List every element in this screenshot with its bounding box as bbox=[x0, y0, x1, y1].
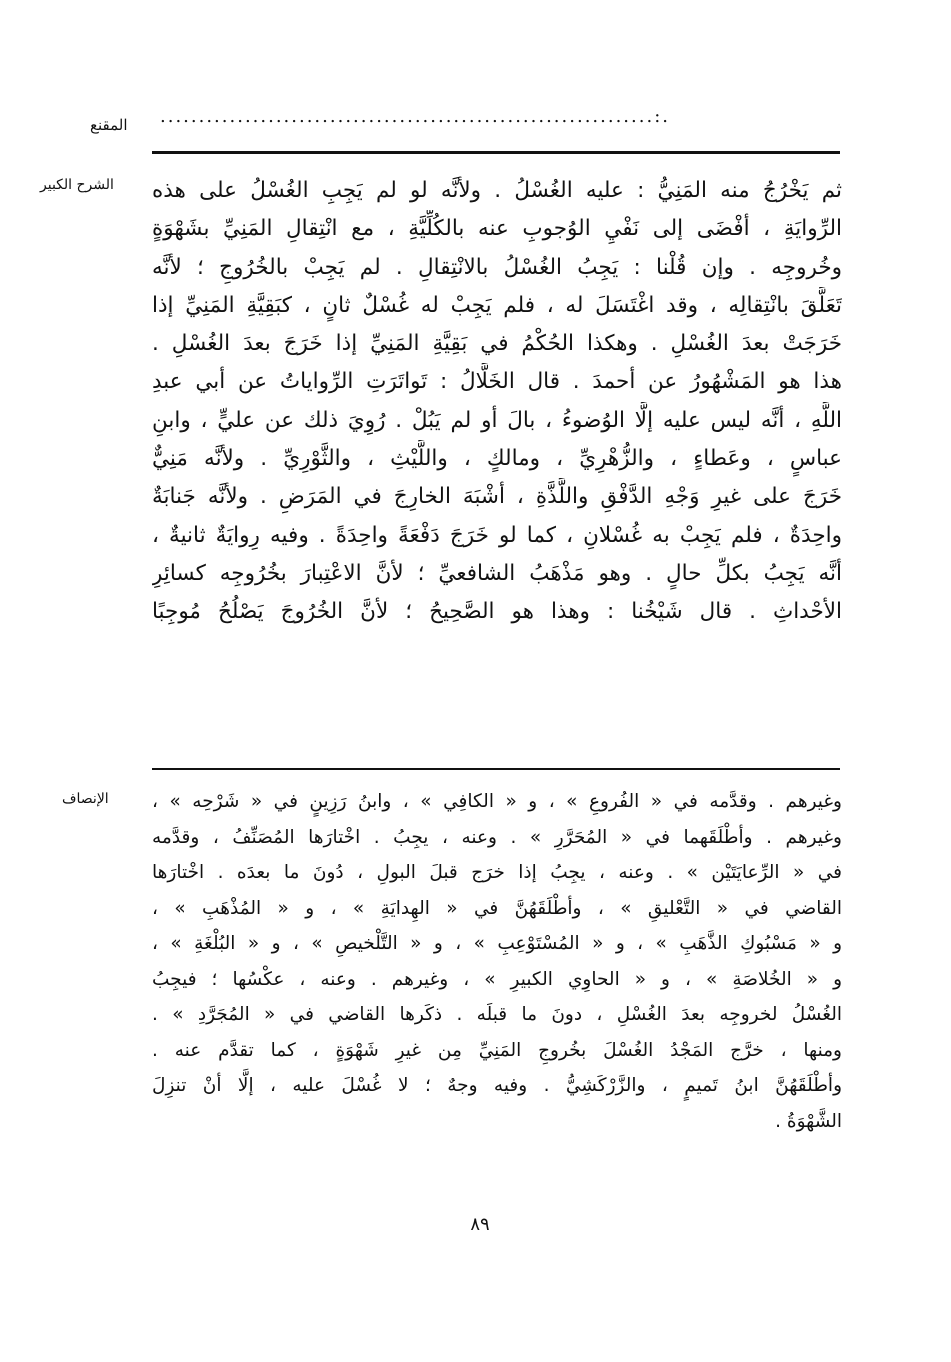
text-line: اللَّهِ ، أنَّه ليس عليه إلَّا الوُضوءُ ، بالَ أو لم يَبُلْ . رُوِيَ ذلك عن عليٍّ ، وابنِ bbox=[152, 407, 842, 433]
text-line: عباسٍ ، وعَطاءٍ ، والزُّهْرِيِّ ، ومالكٍ ، واللَّيْثِ ، والثَّوْرِيِّ . ولأنَّه مَنِيٌّ bbox=[152, 446, 842, 472]
insaf-text-block bbox=[152, 784, 842, 1139]
text-line: القاضي في « التَّعْليقِ » ، وأطْلَقَهُنَّ في « الهِدايَةِ » ، و « المُذْهَبِ » ، bbox=[152, 897, 842, 919]
section-divider-rule bbox=[152, 768, 840, 770]
header-rule bbox=[152, 151, 840, 154]
text-line: خَرَجَ على غيرِ وَجْهِ الدَّفْقِ واللَّذَّةِ ، أشْبَهَ الخارِجَ في المَرَضِ . ولأنَّه جَنابَةٌ bbox=[152, 484, 842, 510]
text-line: ومنها ، خرَّج المَجْدُ الغُسْلَ بخُروجِ المَنِيِّ مِن غيرِ شَهْوَةٍ ، كما تقدَّم عنه . bbox=[152, 1039, 842, 1061]
insaf-section-label: الإنصاف bbox=[62, 791, 109, 807]
text-line: وأطْلَقَهُنَّ ابنُ تَميمٍ ، والزَّرْكَشِيُّ . وفيه وجهٌ ؛ لا غُسْلَ عليه ، إلَّا أنْ تنزِلَ bbox=[152, 1075, 842, 1096]
text-line: تَعَلَّقَ بانْتِقالِه ، وقد اغْتَسَلَ له ، فلم يَجِبْ له غُسْلٌ ثانٍ ، كبَقِيَّةِ المَنِيِّ إذا bbox=[152, 292, 842, 318]
text-line: وغيرهم . وقدَّمه في « الفُروعِ » ، و « الكافِي » ، وابنُ رَزِينٍ في « شَرْحِه » ، bbox=[152, 791, 842, 812]
text-line: الشَّهْوَةُ . bbox=[775, 1110, 842, 1132]
text-line: الغُسْلُ لخروجِه بعدَ الغُسْلِ ، دونَ ما قبلَه . ذكَرها القاضي في « المُجَرَّدِ » . bbox=[152, 1004, 842, 1025]
text-line: الأحْداثِ . قال شَيْخُنا : وهذا هو الصَّحِيحُ ؛ لأنَّ الخُرُوجَ يَصْلُحُ مُوجِبًا bbox=[152, 599, 842, 625]
text-line: خَرَجَتْ بعدَ الغُسْلِ . وهكذا الحُكْمُ في بَقِيَّةِ المَنِيِّ إذا خَرَجَ بعدَ الغُسْلِ . bbox=[152, 331, 842, 357]
text-line: وغيرهم . وأطْلَقَهما في « المُحَرَّرِ » . وعنه ، يجِبُ . اخْتارَها المُصَنِّفُ ، وقدَّمه bbox=[152, 826, 842, 848]
sharh-section-label: الشرح الكبير bbox=[40, 177, 114, 193]
text-line: ثم يَخْرُجُ منه المَنِيُّ : عليه الغُسْلُ . ولأنَّه لو لم يَجِبِ الغُسْلُ على هذه bbox=[152, 178, 842, 203]
header-dotted-leader: ................................................................:. bbox=[160, 106, 670, 126]
running-header-title: المقنع bbox=[90, 116, 128, 134]
sharh-text-block bbox=[152, 172, 842, 632]
text-line: و « مَسْبُوكِ الذَّهَبِ » ، و « المُسْتَوْعِبِ » ، و « التَّلْخيصِ » ، و « البُلْغَةِ » ، bbox=[152, 933, 842, 954]
page-number: ٨٩ bbox=[470, 1214, 490, 1235]
text-line: واحِدَةٌ ، فلم يَجِبْ به غُسْلانِ ، كما لو خَرَجَ دَفْعَةً واحِدَةً . وفيه رِوايَةٌ ثانيةٌ ، bbox=[152, 522, 842, 548]
text-line: الرِّوايَةِ ، أفْضَى إلى نَفْيِ الوُجوبِ عنه بالكُلِّيَّةِ ، مع انْتِقالِ المَنِيِّ بشَهْوَةٍ bbox=[152, 216, 842, 242]
text-line: و « الخُلاصَةِ » ، و « الحاوِي الكبيرِ » ، وغيرهم . وعنه ، عكْسُها ؛ فيجِبُ bbox=[152, 968, 842, 990]
text-line: أنَّه يَجِبُ بكلِّ حالٍ . وهو مَذْهَبُ الشافعيِّ ؛ لأنَّ الاعْتِبارَ بخُرُوجِه كسائِرِ bbox=[152, 560, 842, 586]
text-line: وخُروجِه . وإن قُلْنا : يَجِبُ الغُسْلُ بالانْتِقالِ . لم يَجِبْ بالخُرُوجِ ؛ لأنَّه bbox=[152, 254, 842, 280]
text-line: في « الرِّعايَتَيْن » . وعنه ، يجِبُ إذا خرَج قبلَ البولِ ، دُونَ ما بعدَه . اخْتارَها bbox=[152, 862, 842, 883]
text-line: هذا هو المَشْهُورُ عن أحمدَ . قال الخَلَّالُ : تَواتَرَتِ الرِّواياتُ عن أبي عبدِ bbox=[152, 369, 842, 395]
